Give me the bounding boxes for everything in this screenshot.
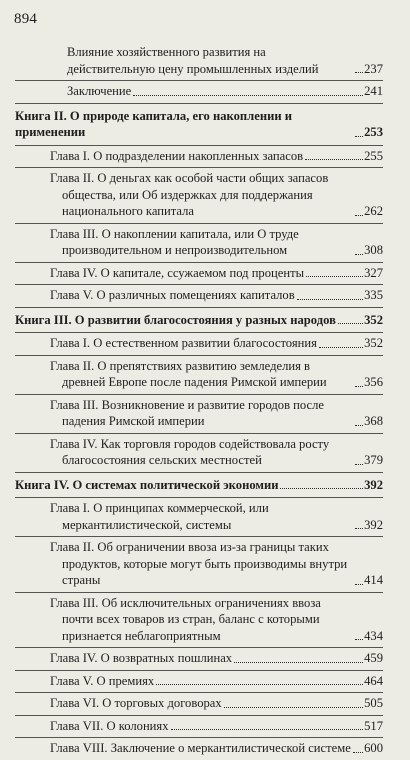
toc-entry-page: 414	[364, 573, 383, 587]
toc-book-heading	[15, 307, 383, 333]
toc-entry-title: Глава V. О различных помещениях капиталов	[50, 288, 295, 302]
toc-entry	[15, 497, 383, 536]
toc-entry-title: Глава II. Об ограничении ввоза из-за границы таких продуктов, которые могут быть производимы внутри страны	[50, 540, 348, 587]
toc-entry-page: 600	[364, 741, 383, 755]
toc-entry-title: Заключение	[67, 84, 132, 98]
toc-entry-title: Книга IV. О системах политической экономии	[15, 477, 279, 492]
toc-entry-title: Глава I. О подразделении накопленных запасов	[50, 148, 304, 163]
toc-entry	[15, 332, 383, 355]
toc-entry	[15, 536, 383, 592]
leader-dots	[355, 254, 363, 255]
leader-dots	[355, 528, 363, 529]
leader-dots	[171, 729, 364, 730]
toc-entry	[15, 433, 383, 472]
toc-entry-title: Глава VII. О колониях	[50, 718, 169, 733]
toc-entry-title: Глава IV. О капитале, ссужаемом под проценты	[50, 265, 305, 280]
toc-entry-title: Книга III. О развитии благосостояния у разных народов	[15, 312, 336, 327]
leader-dots	[319, 347, 363, 348]
leader-dots	[224, 707, 363, 708]
toc-entry-title: Глава I. О принципах коммерческой, или меркантилистической, системы	[50, 501, 269, 532]
toc-entry-page: 327	[364, 265, 383, 280]
toc-book-heading	[15, 472, 383, 498]
toc-entry	[15, 737, 383, 760]
toc-entry-page: 253	[364, 125, 383, 139]
toc-entry-title: Глава V. О премиях	[50, 673, 155, 688]
toc-entry-title: Глава IV. Как торговля городов содействовала росту благосостояния сельских местностей	[50, 436, 330, 467]
leader-dots	[306, 276, 363, 277]
toc-entry	[15, 262, 383, 285]
toc-entry	[15, 223, 383, 262]
toc-entry-title: Глава IV. О возвратных пошлинах	[50, 651, 233, 665]
toc-entry-title: Глава III. Возникновение и развитие городов после падения Римской империи	[50, 397, 324, 428]
toc-entry-page: 308	[364, 243, 383, 257]
toc-entry-page: 459	[364, 651, 383, 665]
leader-dots	[305, 159, 363, 160]
toc-entry-title: Книга II. О природе капитала, его накоплении и применении	[15, 108, 292, 139]
toc-entry-page: 392	[364, 477, 383, 492]
toc-entry-page: 237	[364, 61, 383, 76]
toc-entry	[15, 167, 383, 223]
toc-entry	[15, 670, 383, 693]
toc-entry-title: Глава I. О естественном развитии благосостояния	[50, 336, 317, 350]
toc-entry	[15, 592, 383, 648]
leader-dots	[355, 639, 363, 640]
leader-dots	[355, 136, 363, 137]
toc-entry	[15, 647, 383, 670]
toc-entry-page: 434	[364, 628, 383, 643]
toc-entry-page: 352	[364, 336, 383, 350]
toc-entry-title: Глава VI. О торговых договорах	[50, 696, 222, 710]
toc-entry-title: Глава III. О накоплении капитала, или О труде производительном и непроизводительном	[50, 226, 299, 257]
toc-entry-title: Глава II. О деньгах как особой части общих запасов общества, или Об издержках для поддержания национального капитала	[50, 171, 329, 218]
toc-entry	[15, 715, 383, 738]
toc-entry-title: Влияние хозяйственного развития на действительную цену промышленных изделий	[67, 45, 319, 76]
toc-entry-page: 352	[364, 312, 383, 327]
leader-dots	[156, 684, 363, 685]
toc-entry-title: Глава III. Об исключительных ограничениях ввоза почти всех товаров из стран, баланс с которыми признается неблагоприятным	[50, 595, 321, 643]
toc-entry-title: Глава VIII. Заключение о меркантилистической системе	[50, 741, 351, 755]
toc-entry-page: 368	[364, 414, 383, 428]
leader-dots	[280, 488, 363, 489]
toc-entry-page: 464	[364, 673, 383, 688]
leader-dots	[355, 386, 363, 387]
leader-dots	[133, 95, 363, 96]
leader-dots	[355, 425, 363, 426]
leader-dots	[355, 215, 363, 216]
toc-book-heading	[15, 103, 383, 145]
leader-dots	[297, 299, 363, 300]
toc-entry-page: 262	[364, 204, 383, 218]
leader-dots	[355, 72, 363, 73]
toc-entry	[15, 284, 383, 307]
toc-entry-page: 517	[364, 718, 383, 733]
toc-entry	[15, 42, 383, 80]
toc-entry	[15, 692, 383, 715]
toc-entry-page: 241	[364, 84, 383, 98]
toc-entry	[15, 355, 383, 394]
table-of-contents	[15, 42, 383, 760]
toc-entry	[15, 394, 383, 433]
toc-entry-page: 379	[364, 453, 383, 467]
leader-dots	[353, 752, 363, 753]
leader-dots	[234, 662, 363, 663]
toc-entry	[15, 145, 383, 168]
leader-dots	[355, 584, 363, 585]
toc-entry-page: 335	[364, 288, 383, 302]
toc-entry-title: Глава II. О препятствиях развитию земледелия в древней Европе после падения Римской империи	[50, 358, 327, 389]
page-number: 894	[14, 11, 38, 27]
toc-entry-page: 392	[364, 517, 383, 532]
toc-entry-page: 356	[364, 375, 383, 389]
toc-entry-page: 505	[364, 696, 383, 710]
toc-entry	[15, 80, 383, 103]
toc-entry-page: 255	[364, 148, 383, 163]
leader-dots	[338, 323, 363, 324]
leader-dots	[355, 464, 363, 465]
